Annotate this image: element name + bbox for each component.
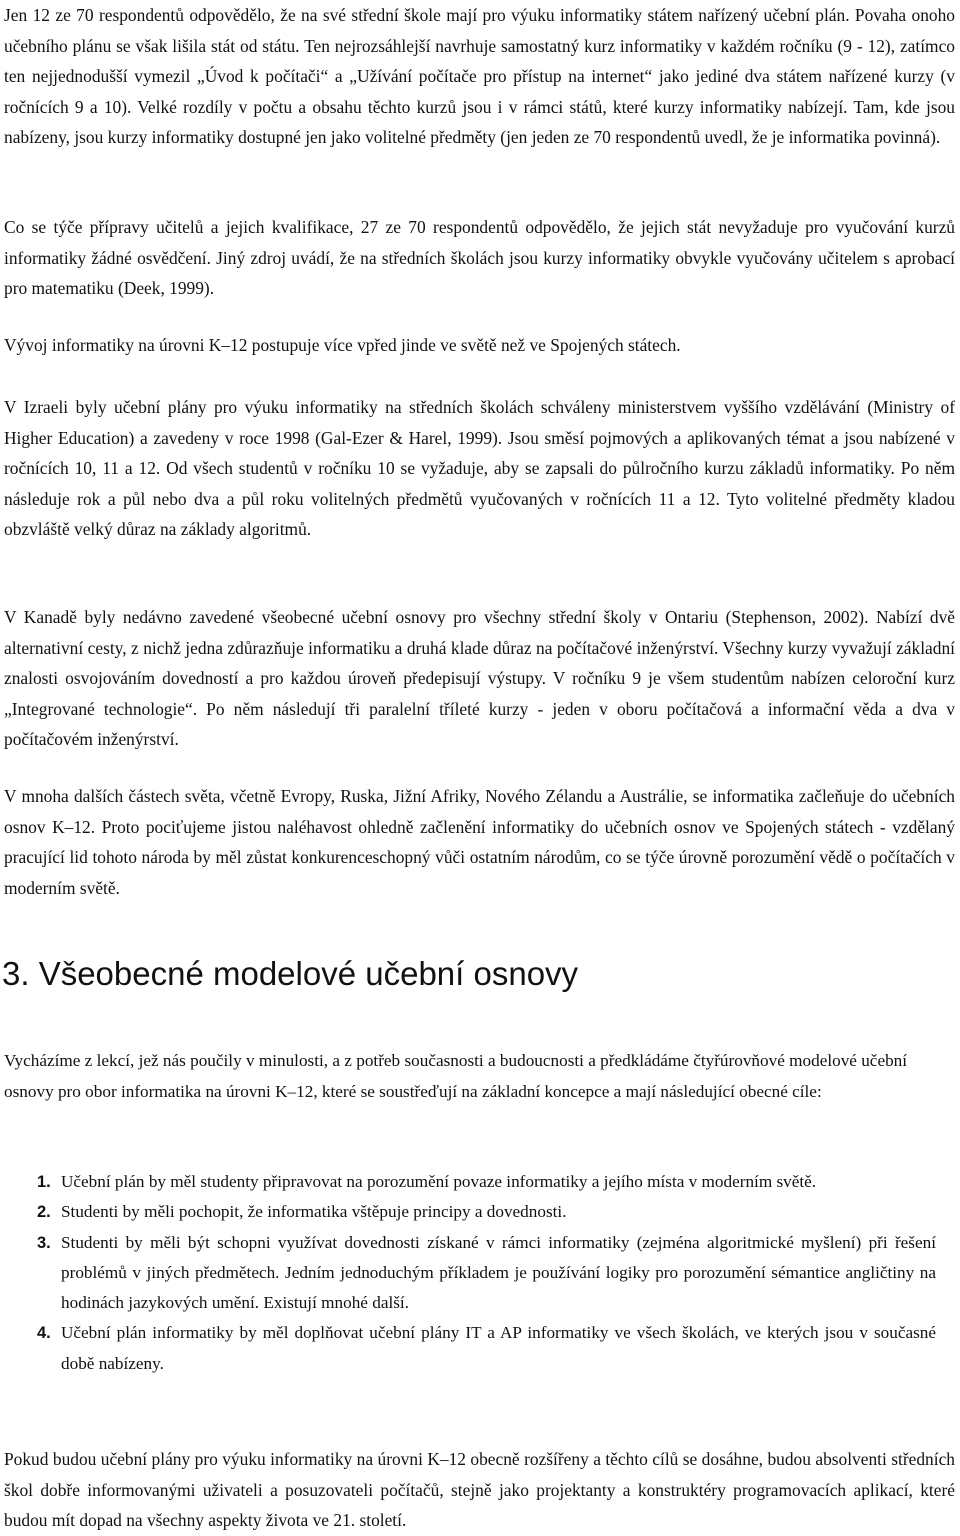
goals-list	[0, 1167, 960, 1379]
list-item-number: 1.	[37, 1173, 51, 1191]
list-item	[0, 1167, 960, 1197]
list-item-text: Učební plán informatiky by měl doplňovat učební plány IT a AP informatiky ve všech školách, ve kterých jsou v současné době nabízeny.	[61, 1323, 936, 1373]
list-item-text: Studenti by měli pochopit, že informatika vštěpuje principy a dovednosti.	[61, 1202, 567, 1222]
section-heading: 3. Všeobecné modelové učební osnovy	[2, 955, 579, 992]
list-item-number: 2.	[37, 1203, 51, 1222]
section-intro: Vycházíme z lekcí, jež nás poučily v minulosti, a z potřeb současnosti a budoucnosti a předkládáme čtyřúrovňové modelové učební osnovy pro obor informatika na úrovni K–12, které se soustřeďují na základní koncepce a mají následující obecné cíle:	[4, 1051, 908, 1101]
list-item-number: 4.	[37, 1324, 51, 1343]
list-item	[0, 1228, 960, 1319]
paragraph-israel: V Izraeli byly učební plány pro výuku informatiky na středních školách schváleny ministerstvem vyššího vzdělávání (Ministry of Higher Education) a zavedeny v roce 1998 (Gal-Ezer & Harel, 1999). Jsou směsí pojmových a aplikovaných témat a jsou nabízené v ročnících 10, 11 a 12. Od všech studentů v ročníku 10 se vyžaduje, aby se zapsali do půlročního kurzu základů informatiky. Po něm následuje rok a půl nebo dva a půl roku volitelných předmětů vyučovaných v ročnících 11 a 12. Tyto volitelné předměty kladou obzvláště velký důraz na základy algoritmů.	[4, 397, 955, 540]
list-item-text: Studenti by měli být schopni využívat dovednosti získané v rámci informatiky (zejména algoritmické myšlení) při řešení problémů v jiných předmětech. Jedním jednoduchým příkladem je používání logiky pro porozumění sémantice angličtiny na hodinách jazykových umění. Existují mnohé další.	[61, 1232, 936, 1313]
paragraph-canada: V Kanadě byly nedávno zavedené všeobecné učební osnovy pro všechny střední školy v Ontariu (Stephenson, 2002). Nabízí dvě alternativní cesty, z nichž jedna zdůrazňuje informatiku a druhá klade důraz na počítačové inženýrství. Všechny kurzy vyvažují základní znalosti osvojováním dovedností a pro každou úroveň předepisují výstupy. V ročníku 9 je všem studentům nabízen celoroční kurz „Integrované technologie“. Po něm následují tři paralelní tříleté kurzy - jeden v oboru počítačová a informační věda a dva v počítačovém inženýrství.	[4, 607, 955, 750]
paragraph-other-regions: V mnoha dalších částech světa, včetně Evropy, Ruska, Jižní Afriky, Nového Zélandu a Austrálie, se informatika začleňuje do učebních osnov K–12. Proto pociťujeme jistou naléhavost ohledně začlenění informatiky do učebních osnov ve Spojených státech - vzdělaný pracující lid tohoto národa by měl zůstat konkurenceschopný vůči ostatním národům, co se týče úrovně porozumění vědě o počítačích v moderním světě.	[4, 786, 955, 898]
paragraph-state-curricula: Jen 12 ze 70 respondentů odpovědělo, že na své střední škole mají pro výuku informatiky státem nařízený učební plán. Povaha onoho učebního plánu se však lišila stát od státu. Ten nejrozsáhlejší navrhuje samostatný kurz informatiky v každém ročníku (9 - 12), zatímco ten nejjednodušší vymezil „Úvod k počítači“ a „Užívání počítače pro přístup na internet“ jako jediné dva státem nařízené kurzy (v ročnících 9 a 10). Velké rozdíly v počtu a obsahu těchto kurzů jsou i v rámci států, které kurzy informatiky nabízejí. Tam, kde jsou nabízeny, jsou kurzy informatiky dostupné jen jako volitelné předměty (jen jeden ze 70 respondentů uvedl, že je informatika povinná).	[4, 5, 955, 148]
paragraph-world-progress: Vývoj informatiky na úrovni K–12 postupuje více vpřed jinde ve světě než ve Spojených státech.	[4, 335, 681, 355]
paragraph-teacher-qualification: Co se týče přípravy učitelů a jejich kvalifikace, 27 ze 70 respondentů odpovědělo, že jejich stát nevyžaduje pro vyučování kurzů informatiky žádné osvědčení. Jiný zdroj uvádí, že na středních školách jsou kurzy informatiky obvykle vyučovány učitelem s aprobací pro matematiku (Deek, 1999).	[4, 217, 955, 299]
section-conclusion: Pokud budou učební plány pro výuku informatiky na úrovni K–12 obecně rozšířeny a těchto cílů se dosáhne, budou absolventi středních škol dobře informovanými uživateli a posuzovateli počítačů, stejně jako projektanty a konstruktéry programovacích aplikací, které budou mít dopad na všechny aspekty života ve 21. století.	[4, 1449, 955, 1531]
list-item	[0, 1197, 960, 1227]
list-item-number: 3.	[37, 1233, 51, 1252]
list-item	[0, 1318, 960, 1379]
list-item-text: Učební plán by měl studenty připravovat na porozumění povaze informatiky a jejího místa v moderním světě.	[61, 1172, 817, 1191]
